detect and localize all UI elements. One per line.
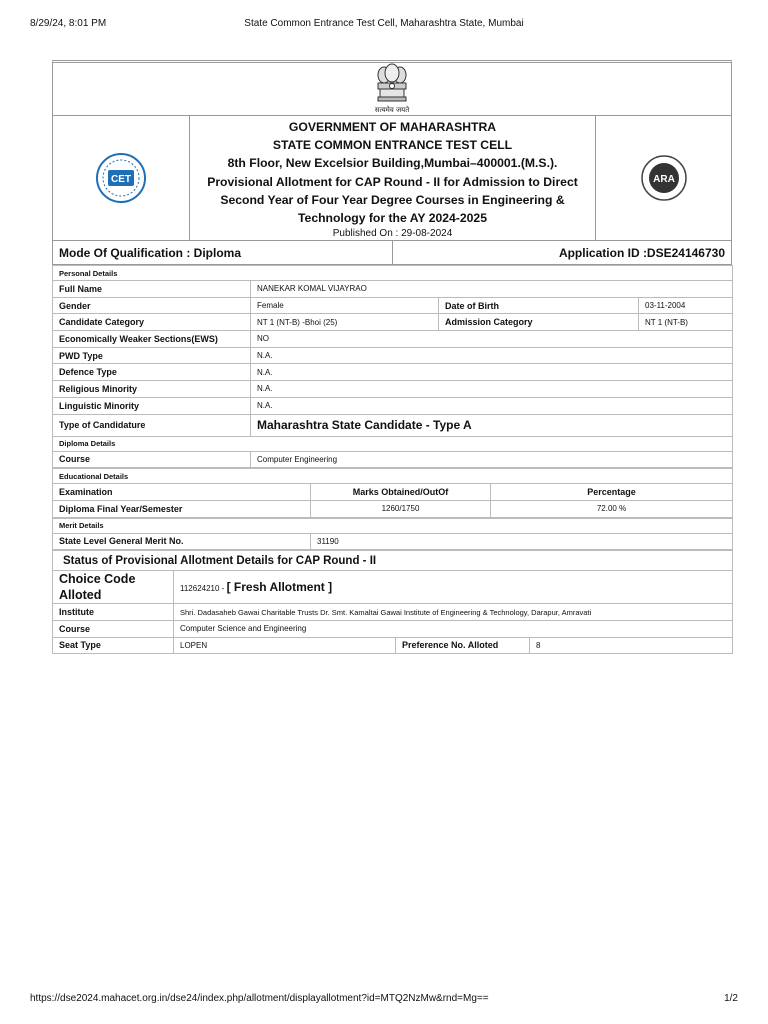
percentage-header: Percentage: [491, 484, 733, 501]
header-line-5: Second Year of Four Year Degree Courses in Engineering &: [220, 192, 565, 207]
admission-category-value: NT 1 (NT-B): [639, 314, 733, 331]
choice-code-label: Choice Code Alloted: [53, 571, 174, 604]
ara-logo-cell: [595, 116, 731, 240]
seat-type-value: LOPEN: [174, 637, 396, 654]
cet-logo-text: CET: [111, 174, 131, 185]
print-page-title: State Common Entrance Test Cell, Maharashtra State, Mumbai: [244, 18, 524, 29]
examination-value: Diploma Final Year/Semester: [53, 500, 311, 517]
institute-value: Shri. Dadasaheb Gawai Charitable Trusts Dr. Smt. Kamaltai Gawai Institute of Engineering & Technology, Darapur, Amravati: [174, 604, 733, 621]
allotment-document: [52, 60, 732, 654]
educational-details-table: [52, 468, 733, 517]
diploma-course-label: Course: [53, 451, 251, 468]
header-line-2: STATE COMMON ENTRANCE TEST CELL: [272, 138, 513, 153]
merit-details-table: [52, 518, 733, 551]
preference-label: Preference No. Alloted: [396, 637, 530, 654]
dob-value: 03-11-2004: [639, 297, 733, 314]
allotment-table: [52, 550, 733, 654]
seat-type-label: Seat Type: [53, 637, 174, 654]
linguistic-minority-label: Linguistic Minority: [53, 397, 251, 414]
published-date: Published On : 29-08-2024: [332, 228, 453, 240]
diploma-course-value: Computer Engineering: [251, 451, 733, 468]
percentage-value: 72.00 %: [491, 500, 733, 517]
section-merit: Merit Details: [53, 518, 733, 533]
gender-label: Gender: [53, 297, 251, 314]
religious-minority-value: N.A.: [251, 381, 733, 398]
emblem-motto: सत्यमेव जयते: [374, 106, 410, 114]
ews-value: NO: [251, 331, 733, 348]
ews-label: Economically Weaker Sections(EWS): [53, 331, 251, 348]
print-url[interactable]: https://dse2024.mahacet.org.in/dse24/index.php/allotment/displayallotment?id=MTQ2NzMw&rnd=Mg==: [30, 993, 489, 1004]
header-line-3: 8th Floor, New Excelsior Building,Mumbai–400001.(M.S.).: [227, 156, 558, 171]
candidature-label: Type of Candidature: [53, 414, 251, 436]
allotted-course-label: Course: [53, 620, 174, 637]
section-personal: Personal Details: [53, 266, 733, 281]
admission-category-label: Admission Category: [439, 314, 639, 331]
header-line-4: Provisional Allotment for CAP Round - II for Admission to Direct: [207, 174, 578, 189]
marks-value: 1260/1750: [311, 500, 491, 517]
gender-value: Female: [251, 297, 439, 314]
header-line-1: GOVERNMENT OF MAHARASHTRA: [288, 120, 497, 134]
dob-label: Date of Birth: [439, 297, 639, 314]
allotment-status-title: Status of Provisional Allotment Details for CAP Round - II: [53, 551, 733, 571]
defence-label: Defence Type: [53, 364, 251, 381]
emblem-row: [52, 60, 732, 116]
section-diploma: Diploma Details: [53, 436, 733, 451]
candidature-value: Maharashtra State Candidate - Type A: [251, 414, 733, 436]
cet-logo-icon: [95, 152, 147, 204]
linguistic-minority-value: N.A.: [251, 397, 733, 414]
page-number: 1/2: [724, 993, 738, 1004]
header-line-6: Technology for the AY 2024-2025: [298, 211, 487, 226]
category-label: Candidate Category: [53, 314, 251, 331]
document-header: [52, 116, 732, 241]
institute-label: Institute: [53, 604, 174, 621]
full-name-label: Full Name: [53, 281, 251, 298]
pwd-label: PWD Type: [53, 347, 251, 364]
header-text: [189, 116, 595, 240]
full-name-value: NANEKAR KOMAL VIJAYRAO: [251, 281, 733, 298]
ara-logo-text: ARA: [652, 174, 675, 185]
allotted-course-value: Computer Science and Engineering: [174, 620, 733, 637]
application-id: Application ID :DSE24146730: [558, 245, 725, 260]
mode-of-qualification: Mode Of Qualification : Diploma: [53, 241, 393, 264]
marks-header: Marks Obtained/OutOf: [311, 484, 491, 501]
personal-details-table: [52, 265, 733, 468]
merit-number-label: State Level General Merit No.: [53, 533, 311, 550]
ara-logo-icon: [640, 154, 688, 202]
pwd-value: N.A.: [251, 347, 733, 364]
defence-value: N.A.: [251, 364, 733, 381]
choice-code-cell: [174, 571, 733, 604]
religious-minority-label: Religious Minority: [53, 381, 251, 398]
merit-number-value: 31190: [311, 533, 733, 550]
category-value: NT 1 (NT-B) -Bhoi (25): [251, 314, 439, 331]
print-header: [0, 18, 768, 32]
examination-header: Examination: [53, 484, 311, 501]
choice-code-value: 112624210 -: [180, 584, 225, 594]
mode-row: [52, 241, 732, 265]
preference-value: 8: [530, 637, 733, 654]
cet-logo-cell: [53, 116, 189, 240]
national-emblem-icon: [370, 63, 414, 115]
allotment-status-badge: [ Fresh Allotment ]: [226, 580, 333, 595]
print-datetime: 8/29/24, 8:01 PM: [30, 18, 107, 29]
section-educational: Educational Details: [53, 469, 733, 484]
